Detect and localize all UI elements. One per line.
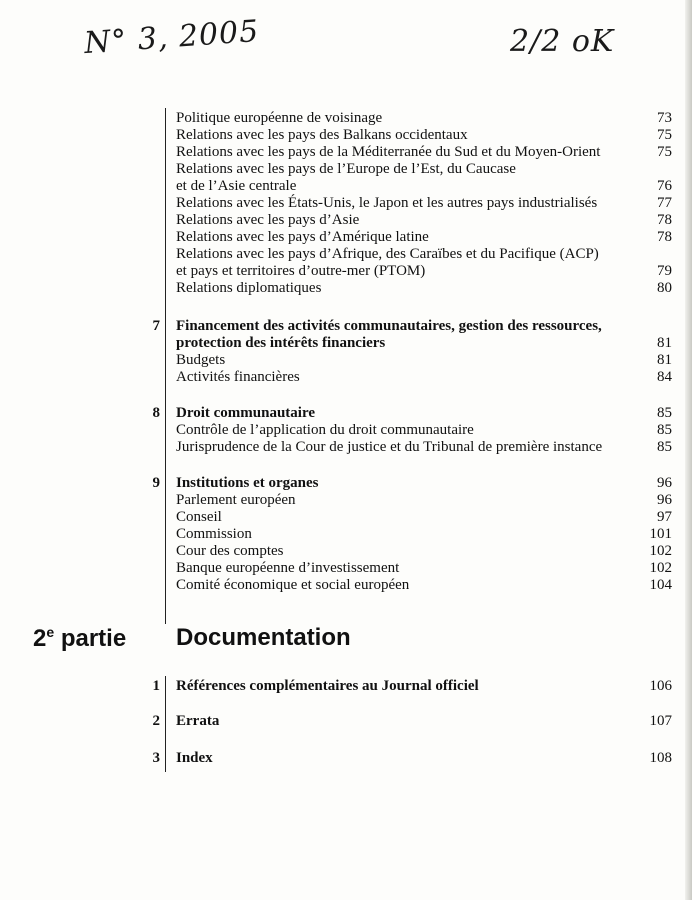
entry-title: Cour des comptes [176,543,284,559]
entry-title: Relations avec les pays de la Méditerranée du Sud et du Moyen-Orient [176,144,601,160]
toc-rule-lower [165,676,166,772]
entry-title: et pays et territoires d’outre-mer (PTOM) [176,263,426,279]
page-number: 102 [649,543,672,559]
page-number: 85 [657,422,672,438]
entry-title: Jurisprudence de la Cour de justice et du Tribunal de première instance [176,439,603,455]
page-number: 85 [657,405,672,421]
entry-title: Index [176,750,213,766]
entry-title: Parlement européen [176,492,296,508]
page-number: 78 [657,229,672,245]
page-number: 75 [657,127,672,143]
entry-title: protection des intérêts financiers [176,335,386,351]
page-number: 107 [649,713,672,729]
page-number: 75 [657,144,672,160]
entry-title: Comité économique et social européen [176,577,410,593]
entry-title: Relations avec les pays d’Afrique, des Caraïbes et du Pacifique (ACP) [176,246,599,262]
entry-title: Références complémentaires au Journal officiel [176,678,479,694]
section-number: 2 [152,713,160,729]
handwritten-ok-note: 2/2 oK [510,24,615,59]
entry-title: Politique européenne de voisinage [176,110,383,126]
entry-title: Conseil [176,509,222,525]
page-number: 101 [649,526,672,542]
section-number: 9 [152,475,160,491]
entry-title: Institutions et organes [176,475,319,491]
page-number: 108 [649,750,672,766]
entry-title: Banque européenne d’investissement [176,560,400,576]
page-number: 96 [657,475,672,491]
entry-title: Relations avec les États-Unis, le Japon et les autres pays industrialisés [176,195,598,211]
page-number: 73 [657,110,672,126]
page-number: 104 [649,577,672,593]
entry-title: Activités financières [176,369,300,385]
handwritten-issue-note: N° 3, 2005 [82,13,261,62]
entry-title: Relations avec les pays d’Asie [176,212,360,228]
page-number: 79 [657,263,672,279]
page-number: 81 [657,335,672,351]
part-label: 2e partie [33,624,127,652]
page-number: 85 [657,439,672,455]
page-number: 81 [657,352,672,368]
page-number: 96 [657,492,672,508]
entry-title: Relations diplomatiques [176,280,322,296]
entry-title: Budgets [176,352,226,368]
entry-title: et de l’Asie centrale [176,178,297,194]
entry-title: Commission [176,526,252,542]
page-number: 84 [657,369,672,385]
entry-title: Relations avec les pays des Balkans occidentaux [176,127,468,143]
part-title: Documentation [176,624,351,651]
entry-title: Errata [176,713,220,729]
entry-title: Contrôle de l’application du droit communautaire [176,422,474,438]
page-number: 76 [657,178,672,194]
page-number: 102 [649,560,672,576]
entry-title: Droit communautaire [176,405,316,421]
section-number: 3 [152,750,160,766]
page-number: 80 [657,280,672,296]
entry-title: Relations avec les pays de l’Europe de l’Est, du Caucase [176,161,516,177]
toc-rule-upper [165,108,166,624]
page-number: 78 [657,212,672,228]
section-number: 7 [152,318,160,334]
page-number: 77 [657,195,672,211]
section-number: 8 [152,405,160,421]
section-number: 1 [152,678,160,694]
entry-title: Relations avec les pays d’Amérique latine [176,229,429,245]
entry-title: Financement des activités communautaires, gestion des ressources, [176,318,602,334]
scan-edge [685,0,692,900]
page-number: 97 [657,509,672,525]
page-number: 106 [649,678,672,694]
